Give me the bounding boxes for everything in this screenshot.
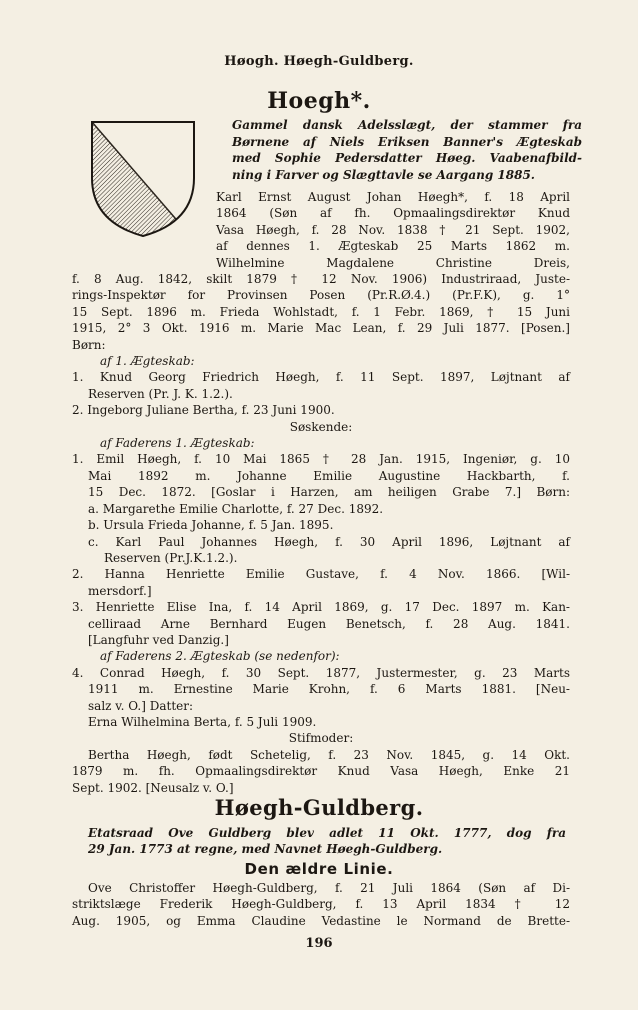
siblings-label: Søskende: — [289, 419, 353, 434]
sibling-line: [Langfuhr ved Danzig.] — [88, 632, 229, 647]
entry-line: striktslæge Frederik Høegh-Guldberg, f. 13 April 1834 † 12 — [72, 897, 570, 912]
sibling-line: a. Margarethe Emilie Charlotte, f. 27 Dec. 1892. — [88, 501, 384, 516]
sibling-line: 2. Hanna Henriette Emilie Gustave, f. 4 Nov. 1866. [Wil- — [72, 567, 570, 582]
intro-line: med Sophie Pedersdatter Høeg. Vaabenafbild- — [232, 151, 582, 165]
entry-line: 15 Sept. 1896 m. Frieda Wohlstadt, f. 1 Febr. 1869, † 15 Juni — [72, 304, 570, 319]
family-title-hoegh-guldberg: Høegh-Guldberg. — [214, 795, 424, 820]
sibling-line: 4. Conrad Høegh, f. 30 Sept. 1877, Justermester, g. 23 Marts — [72, 665, 570, 680]
sibling-line: Erna Wilhelmina Berta, f. 5 Juli 1909. — [88, 714, 317, 729]
entry-line: 1864 (Søn af fh. Opmaalingsdirektør Knud — [216, 206, 570, 221]
entry-line: f. 8 Aug. 1842, skilt 1879 † 12 Nov. 1906) Industriraad, Juste- — [72, 272, 570, 286]
stepmother-line: Sept. 1902. [Neusalz v. O.] — [72, 780, 234, 795]
intro-line: 29 Jan. 1773 at regne, med Navnet Høegh-Guldberg. — [88, 842, 443, 857]
intro-line: ning i Farver og Slægttavle se Aargang 1885. — [232, 167, 535, 182]
sibling-line: mersdorf.] — [88, 583, 152, 598]
intro-line: Gammel dansk Adelsslægt, der stammer fra — [232, 118, 582, 132]
sibling-line: 1911 m. Ernestine Marie Krohn, f. 6 Marts 1881. [Neu- — [88, 682, 570, 697]
entry-line: Aug. 1905, og Emma Claudine Vedastine le Normand de Brette- — [72, 913, 570, 928]
sibling-line: b. Ursula Frieda Johanne, f. 5 Jan. 1895. — [88, 518, 334, 533]
sibling-line: 15 Dec. 1872. [Goslar i Harzen, am heiligen Grabe 7.] Børn: — [88, 485, 570, 500]
entry-line: 1915, 2° 3 Okt. 1916 m. Marie Mac Lean, f. 29 Juli 1877. [Posen.] — [72, 321, 570, 336]
marriage-label: af 1. Ægteskab: — [100, 354, 195, 369]
marriage-label: af Faderens 1. Ægteskab: — [100, 436, 255, 451]
child-line: 2. Ingeborg Juliane Bertha, f. 23 Juni 1900. — [72, 403, 335, 418]
entry-line: af dennes 1. Ægteskab 25 Marts 1862 m. — [216, 239, 570, 254]
intro-line: Etatsraad Ove Guldberg blev adlet 11 Okt. 1777, dog fra — [88, 826, 566, 840]
entry-line: rings-Inspektør for Provinsen Posen (Pr.R.Ø.4.) (Pr.F.K), g. 1° — [72, 288, 570, 303]
children-label: Børn: — [72, 337, 106, 352]
child-line: 1. Knud Georg Friedrich Høegh, f. 11 Sept. 1897, Løjtnant af — [72, 370, 570, 385]
hoegh-guldberg-entry — [72, 880, 570, 929]
sibling-line: Reserven (Pr.J.K.1.2.). — [104, 550, 238, 565]
quartered-shield-icon — [88, 118, 198, 240]
entry-line: Ove Christoffer Høegh-Guldberg, f. 21 Juli 1864 (Søn af Di- — [88, 881, 570, 895]
entry-line: Karl Ernst August Johan Høegh*, f. 18 April — [216, 190, 570, 204]
entry-line: Wilhelmine Magdalene Christine Dreis, — [216, 255, 570, 270]
head-of-family-continued — [72, 271, 570, 796]
running-head: Høogh. Høegh-Guldberg. — [224, 54, 414, 69]
family-title-hoegh: Hoegh*. — [267, 88, 371, 114]
sibling-line: 1. Emil Høegh, f. 10 Mai 1865 † 28 Jan. 1915, Ingeniør, g. 10 — [72, 452, 570, 467]
stepmother-line: 1879 m. fh. Opmaalingsdirektør Knud Vasa Høegh, Enke 21 — [72, 764, 570, 779]
stepmother-label: Stifmoder: — [288, 731, 354, 746]
sibling-line: salz v. O.] Datter: — [88, 698, 194, 713]
intro-line: Børnene af Niels Eriksen Banner's Ægteskab — [232, 134, 582, 149]
sibling-line: c. Karl Paul Johannes Høegh, f. 30 April 1896, Løjtnant af — [88, 534, 570, 549]
line-subtitle: Den ældre Linie. — [244, 860, 394, 878]
sibling-line: 3. Henriette Elise Ina, f. 14 April 1869, g. 17 Dec. 1897 m. Kan- — [72, 600, 570, 615]
sibling-line: celliraad Arne Bernhard Eugen Benetsch, f. 28 Aug. 1841. — [88, 616, 570, 631]
stepmother-line: Bertha Høegh, født Schetelig, f. 23 Nov. 1845, g. 14 Okt. — [88, 747, 570, 762]
entry-line: Vasa Høegh, f. 28 Nov. 1838 † 21 Sept. 1902, — [216, 222, 570, 237]
page-number: 196 — [305, 936, 333, 951]
hoegh-guldberg-intro — [88, 825, 566, 858]
marriage-label: af Faderens 2. Ægteskab (se nedenfor): — [100, 649, 340, 664]
child-line: Reserven (Pr. J. K. 1.2.). — [88, 386, 233, 401]
head-of-family-entry — [216, 189, 570, 271]
family-intro — [232, 117, 582, 183]
sibling-line: Mai 1892 m. Johanne Emilie Augustine Hackbarth, f. — [88, 468, 570, 483]
